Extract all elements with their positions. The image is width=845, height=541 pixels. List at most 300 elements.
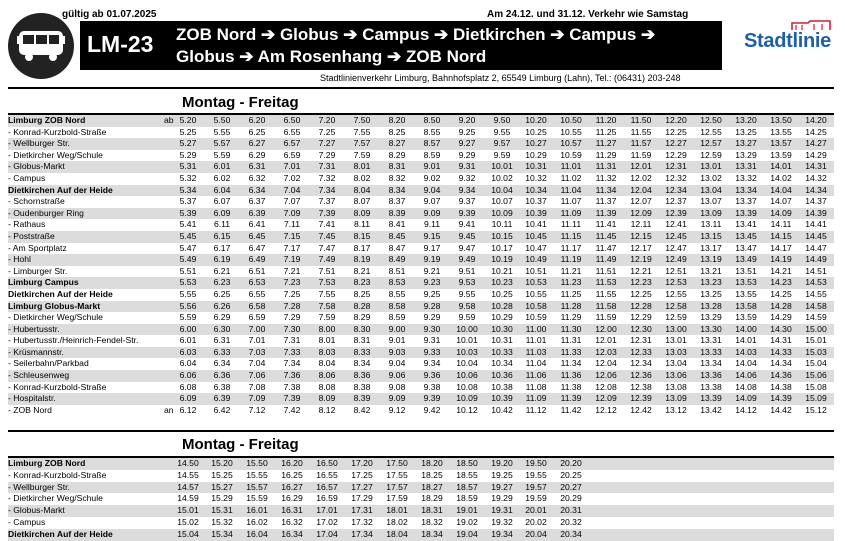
time-cell: 8.59: [388, 312, 406, 323]
time-cell: 7.21: [283, 265, 301, 276]
time-cell: 8.04: [318, 358, 336, 369]
time-cell: 7.09: [248, 393, 266, 404]
time-cell: 9.28: [423, 300, 441, 311]
time-cell: 13.00: [665, 323, 687, 334]
time-cell: 11.50: [630, 115, 652, 125]
time-cell: 14.45: [805, 230, 827, 241]
time-cell: 7.28: [283, 300, 301, 311]
time-cell: 11.21: [560, 265, 582, 276]
time-cell: 18.50: [456, 458, 478, 468]
time-cell: 9.32: [458, 172, 476, 183]
table-row: [8, 196, 834, 208]
time-cell: 10.21: [491, 265, 513, 276]
time-cell: 14.30: [770, 323, 792, 334]
time-cell: 12.59: [665, 312, 687, 323]
time-cell: 5.59: [179, 312, 197, 323]
stop-name: Dietkirchen Auf der Heide: [8, 184, 113, 195]
time-cell: 16.31: [281, 505, 303, 516]
time-cell: 14.39: [770, 393, 792, 404]
time-cell: 8.27: [388, 138, 406, 149]
time-cell: 7.19: [283, 254, 301, 265]
time-cell: 16.34: [281, 528, 303, 539]
time-cell: 14.39: [805, 207, 827, 218]
time-cell: 19.29: [491, 493, 513, 504]
time-cell: 10.09: [491, 207, 513, 218]
time-cell: 6.30: [213, 323, 231, 334]
time-cell: 13.32: [735, 172, 757, 183]
time-cell: 9.11: [423, 219, 441, 230]
time-cell: 20.02: [525, 516, 547, 527]
time-cell: 7.36: [283, 370, 301, 381]
time-cell: 11.28: [560, 300, 582, 311]
time-cell: 17.34: [351, 528, 373, 539]
time-cell: 12.28: [630, 300, 652, 311]
stop-name: - Hohl: [8, 254, 31, 265]
time-cell: 11.59: [595, 312, 617, 323]
time-cell: 11.34: [595, 184, 617, 195]
time-cell: 9.19: [423, 254, 441, 265]
time-cell: 8.34: [353, 358, 371, 369]
table-row: [8, 138, 834, 150]
time-cell: 19.20: [491, 458, 513, 468]
time-cell: 16.02: [246, 516, 268, 527]
time-cell: 8.12: [318, 404, 336, 415]
time-cell: 8.50: [423, 115, 441, 125]
time-cell: 8.30: [353, 323, 371, 334]
time-cell: 6.07: [213, 196, 231, 207]
time-cell: 14.49: [805, 254, 827, 265]
holiday-note: Am 24.12. und 31.12. Verkehr wie Samstag: [487, 9, 689, 20]
time-cell: 11.33: [560, 346, 582, 357]
time-cell: 14.34: [805, 184, 827, 195]
time-cell: 9.21: [423, 265, 441, 276]
time-cell: 10.31: [491, 335, 513, 346]
time-cell: 14.06: [735, 370, 757, 381]
time-cell: 6.08: [179, 381, 197, 392]
time-cell: 14.29: [770, 312, 792, 323]
time-cell: 14.25: [770, 288, 792, 299]
time-cell: 17.57: [386, 481, 408, 492]
time-cell: 10.28: [491, 300, 513, 311]
time-cell: 9.58: [458, 300, 476, 311]
time-cell: 6.59: [283, 149, 301, 160]
time-cell: 10.11: [491, 219, 513, 230]
time-cell: 5.39: [179, 207, 197, 218]
table-row: [8, 173, 834, 185]
time-cell: 19.50: [525, 458, 547, 468]
time-cell: 7.55: [318, 288, 336, 299]
time-cell: 14.28: [770, 300, 792, 311]
time-cell: 8.49: [388, 254, 406, 265]
time-cell: 14.31: [805, 161, 827, 172]
time-cell: 12.17: [630, 242, 652, 253]
time-cell: 11.29: [595, 149, 617, 160]
time-cell: 8.41: [388, 219, 406, 230]
time-cell: 9.27: [458, 138, 476, 149]
time-cell: 9.20: [458, 115, 476, 125]
time-cell: 15.29: [211, 493, 233, 504]
time-cell: 12.45: [665, 230, 687, 241]
time-cell: 11.57: [630, 138, 652, 149]
time-cell: 6.20: [248, 115, 266, 125]
time-cell: 7.39: [283, 393, 301, 404]
time-cell: 11.25: [560, 288, 582, 299]
time-cell: 8.08: [318, 381, 336, 392]
stop-name: - Hubertusstr.: [8, 323, 60, 334]
time-cell: 6.37: [248, 196, 266, 207]
time-cell: 14.01: [735, 335, 757, 346]
time-cell: 7.09: [283, 207, 301, 218]
time-cell: 14.11: [770, 219, 792, 230]
time-cell: 11.04: [525, 358, 547, 369]
time-cell: 18.55: [456, 469, 478, 480]
time-cell: 7.02: [283, 172, 301, 183]
time-cell: 12.02: [630, 172, 652, 183]
time-cell: 9.00: [388, 323, 406, 334]
time-cell: 12.29: [630, 312, 652, 323]
time-cell: 6.04: [213, 184, 231, 195]
time-cell: 10.27: [525, 138, 547, 149]
time-cell: 13.45: [735, 230, 757, 241]
stop-name: - Konrad-Kurzbold-Straße: [8, 126, 107, 137]
time-cell: 14.53: [805, 277, 827, 288]
time-cell: 12.53: [665, 277, 687, 288]
stop-name: - Globus-Markt: [8, 505, 65, 516]
table-row: [8, 312, 834, 324]
time-cell: 11.03: [525, 346, 547, 357]
time-cell: 11.07: [560, 196, 582, 207]
time-cell: 7.41: [318, 219, 336, 230]
time-cell: 6.25: [213, 288, 231, 299]
time-cell: 7.32: [318, 172, 336, 183]
time-cell: 14.59: [805, 312, 827, 323]
time-cell: 8.02: [353, 172, 371, 183]
time-cell: 13.30: [700, 323, 722, 334]
time-cell: 9.42: [423, 404, 441, 415]
time-cell: 9.07: [423, 196, 441, 207]
time-cell: 13.33: [700, 346, 722, 357]
time-cell: 13.59: [735, 312, 757, 323]
time-cell: 6.34: [248, 184, 266, 195]
time-cell: 7.57: [353, 138, 371, 149]
table-row: [8, 493, 834, 505]
time-cell: 11.45: [595, 230, 617, 241]
time-cell: 19.31: [491, 505, 513, 516]
time-cell: 15.09: [805, 393, 827, 404]
time-cell: 10.07: [491, 196, 513, 207]
time-cell: 5.53: [179, 277, 197, 288]
time-cell: 7.37: [318, 196, 336, 207]
time-cell: 18.57: [456, 481, 478, 492]
time-cell: 11.39: [595, 207, 617, 218]
time-cell: 9.08: [388, 381, 406, 392]
time-cell: 14.01: [770, 161, 792, 172]
time-cell: 10.08: [456, 381, 478, 392]
time-cell: 11.19: [560, 254, 582, 265]
time-cell: 9.51: [458, 265, 476, 276]
time-cell: 14.27: [805, 138, 827, 149]
time-cell: 12.11: [630, 219, 652, 230]
time-cell: 6.42: [213, 404, 231, 415]
time-cell: 8.25: [353, 288, 371, 299]
time-cell: 19.02: [456, 516, 478, 527]
time-cell: 6.15: [213, 230, 231, 241]
time-cell: 8.11: [353, 219, 371, 230]
time-cell: 6.38: [213, 381, 231, 392]
time-cell: 11.08: [525, 381, 547, 392]
time-cell: 10.55: [560, 126, 582, 137]
time-cell: 12.51: [665, 265, 687, 276]
time-cell: 6.58: [248, 300, 266, 311]
time-cell: 7.29: [283, 312, 301, 323]
time-cell: 14.51: [805, 265, 827, 276]
time-cell: 13.06: [665, 370, 687, 381]
time-cell: 8.17: [353, 242, 371, 253]
time-cell: 13.47: [735, 242, 757, 253]
time-cell: 14.20: [805, 115, 827, 125]
time-cell: 8.58: [388, 300, 406, 311]
time-cell: 9.45: [458, 230, 476, 241]
time-cell: 16.59: [316, 493, 338, 504]
table-row: [8, 458, 834, 470]
time-cell: 6.34: [213, 358, 231, 369]
time-cell: 8.21: [353, 265, 371, 276]
time-cell: 6.47: [248, 242, 266, 253]
time-cell: 11.53: [595, 277, 617, 288]
time-cell: 7.07: [283, 196, 301, 207]
time-cell: 5.41: [179, 219, 197, 230]
time-cell: 11.32: [595, 172, 617, 183]
time-cell: 15.59: [246, 493, 268, 504]
time-cell: 10.20: [525, 115, 547, 125]
time-cell: 12.36: [630, 370, 652, 381]
table-row: [8, 289, 834, 301]
time-cell: 20.32: [560, 516, 582, 527]
time-cell: 10.37: [525, 196, 547, 207]
time-cell: 5.56: [179, 300, 197, 311]
time-cell: 13.58: [735, 300, 757, 311]
time-cell: 5.47: [179, 242, 197, 253]
time-cell: 7.58: [318, 300, 336, 311]
time-cell: 11.11: [560, 219, 582, 230]
time-cell: 8.45: [388, 230, 406, 241]
time-cell: 20.20: [560, 458, 582, 468]
time-cell: 16.27: [281, 481, 303, 492]
time-cell: 8.34: [388, 184, 406, 195]
time-cell: 13.29: [735, 149, 757, 160]
time-cell: 9.03: [388, 346, 406, 357]
time-cell: 9.36: [423, 370, 441, 381]
time-cell: 10.59: [525, 312, 547, 323]
time-cell: 9.01: [388, 335, 406, 346]
time-cell: 13.59: [770, 149, 792, 160]
time-cell: 12.12: [595, 404, 617, 415]
time-cell: 19.59: [525, 493, 547, 504]
time-cell: 8.25: [388, 126, 406, 137]
time-cell: 15.01: [805, 335, 827, 346]
time-cell: 14.19: [770, 254, 792, 265]
time-cell: 9.02: [423, 172, 441, 183]
divider: [8, 87, 834, 89]
time-cell: 9.47: [458, 242, 476, 253]
time-cell: 16.20: [281, 458, 303, 468]
table-row: [8, 208, 834, 220]
time-cell: 13.29: [700, 312, 722, 323]
time-cell: 7.34: [318, 184, 336, 195]
time-cell: 8.01: [353, 161, 371, 172]
time-cell: 14.33: [770, 346, 792, 357]
time-cell: 6.32: [248, 172, 266, 183]
time-cell: 18.04: [386, 528, 408, 539]
time-cell: 19.34: [491, 528, 513, 539]
time-cell: 14.32: [805, 172, 827, 183]
stop-name: - Hospitalstr.: [8, 393, 56, 404]
time-cell: 15.02: [177, 516, 199, 527]
time-cell: 8.33: [353, 346, 371, 357]
route-banner: [80, 21, 722, 70]
table-row: [8, 358, 834, 370]
time-cell: 15.55: [246, 469, 268, 480]
stop-name: - Limburger Str.: [8, 265, 68, 276]
stop-name: - Hubertusstr./Heinrich-Fendel-Str.: [8, 335, 139, 346]
time-cell: 8.57: [423, 138, 441, 149]
time-cell: 6.36: [213, 370, 231, 381]
time-cell: 13.34: [700, 358, 722, 369]
time-cell: 18.29: [421, 493, 443, 504]
time-cell: 9.04: [423, 184, 441, 195]
time-cell: 8.31: [353, 335, 371, 346]
time-cell: 12.04: [630, 184, 652, 195]
time-cell: 10.29: [491, 312, 513, 323]
time-cell: 13.09: [700, 207, 722, 218]
table-row: [8, 254, 834, 266]
time-cell: 8.31: [388, 161, 406, 172]
stop-name: - Wellburger Str.: [8, 138, 70, 149]
time-cell: 16.57: [316, 481, 338, 492]
time-cell: 13.07: [700, 196, 722, 207]
time-cell: 14.29: [805, 149, 827, 160]
table-row: [8, 266, 834, 278]
time-cell: 6.09: [213, 207, 231, 218]
time-cell: 19.01: [456, 505, 478, 516]
time-cell: 13.04: [700, 184, 722, 195]
time-cell: 9.12: [388, 404, 406, 415]
time-cell: 15.08: [805, 381, 827, 392]
time-cell: 8.03: [318, 346, 336, 357]
time-cell: 9.50: [493, 115, 511, 125]
time-cell: 10.17: [491, 242, 513, 253]
time-cell: 18.34: [421, 528, 443, 539]
time-cell: 13.03: [665, 346, 687, 357]
time-cell: 6.51: [248, 265, 266, 276]
time-cell: 13.04: [665, 358, 687, 369]
time-cell: 11.29: [560, 312, 582, 323]
time-cell: 10.00: [456, 323, 478, 334]
table-row: [8, 382, 834, 394]
time-cell: 5.50: [213, 115, 231, 125]
time-cell: 6.33: [213, 346, 231, 357]
time-cell: 20.01: [525, 505, 547, 516]
time-cell: 13.11: [700, 219, 722, 230]
time-cell: 8.00: [318, 323, 336, 334]
time-cell: 11.20: [595, 115, 617, 125]
time-cell: 8.09: [353, 207, 371, 218]
time-cell: 8.51: [388, 265, 406, 276]
time-cell: 11.41: [595, 219, 617, 230]
time-cell: 13.55: [735, 288, 757, 299]
time-cell: 7.50: [353, 115, 371, 125]
time-cell: 13.41: [735, 219, 757, 230]
stop-name: Dietkirchen Auf der Heide: [8, 288, 113, 299]
time-cell: 14.07: [770, 196, 792, 207]
time-cell: 14.31: [770, 335, 792, 346]
time-cell: 8.37: [388, 196, 406, 207]
table-row: [8, 150, 834, 162]
time-cell: 9.25: [423, 288, 441, 299]
departure-arrival-mark: an: [164, 404, 174, 415]
time-cell: 12.15: [630, 230, 652, 241]
time-cell: 7.38: [283, 381, 301, 392]
time-cell: 8.55: [423, 126, 441, 137]
time-cell: 7.33: [283, 346, 301, 357]
time-cell: 6.17: [213, 242, 231, 253]
time-cell: 19.04: [456, 528, 478, 539]
time-cell: 12.49: [665, 254, 687, 265]
time-cell: 13.50: [770, 115, 792, 125]
time-cell: 8.07: [353, 196, 371, 207]
time-cell: 9.29: [458, 149, 476, 160]
time-cell: 12.34: [665, 184, 687, 195]
time-cell: 6.31: [248, 161, 266, 172]
time-cell: 12.01: [595, 335, 617, 346]
time-cell: 7.51: [318, 265, 336, 276]
time-cell: 19.55: [525, 469, 547, 480]
time-cell: 12.19: [630, 254, 652, 265]
time-cell: 8.20: [388, 115, 406, 125]
time-cell: 13.55: [770, 126, 792, 137]
time-cell: 14.12: [735, 404, 757, 415]
time-cell: 14.08: [735, 381, 757, 392]
stop-name: - Poststraße: [8, 230, 55, 241]
time-cell: 13.02: [700, 172, 722, 183]
stop-name: - Dietkircher Weg/Schule: [8, 493, 103, 504]
route-line-1: ZOB Nord ➔ Globus ➔ Campus ➔ Dietkirchen ➔ Campus ➔: [176, 25, 656, 44]
time-cell: 5.49: [179, 254, 197, 265]
time-cell: 10.03: [456, 346, 478, 357]
time-cell: 10.29: [525, 149, 547, 160]
time-cell: 17.50: [386, 458, 408, 468]
time-cell: 14.47: [805, 242, 827, 253]
time-cell: 13.17: [700, 242, 722, 253]
time-cell: 20.34: [560, 528, 582, 539]
time-cell: 17.25: [351, 469, 373, 480]
time-cell: 6.55: [248, 288, 266, 299]
time-cell: 10.25: [491, 288, 513, 299]
time-cell: 12.25: [665, 126, 687, 137]
time-cell: 12.58: [665, 300, 687, 311]
time-cell: 14.15: [770, 230, 792, 241]
time-cell: 14.04: [735, 358, 757, 369]
time-cell: 19.25: [491, 469, 513, 480]
time-cell: 11.42: [560, 404, 582, 415]
time-cell: 6.39: [248, 207, 266, 218]
time-cell: 6.49: [248, 254, 266, 265]
stop-name: - Oudenburger Ring: [8, 207, 84, 218]
time-cell: 7.59: [353, 149, 371, 160]
time-cell: 13.25: [735, 126, 757, 137]
time-cell: 10.53: [525, 277, 547, 288]
time-cell: 14.36: [770, 370, 792, 381]
